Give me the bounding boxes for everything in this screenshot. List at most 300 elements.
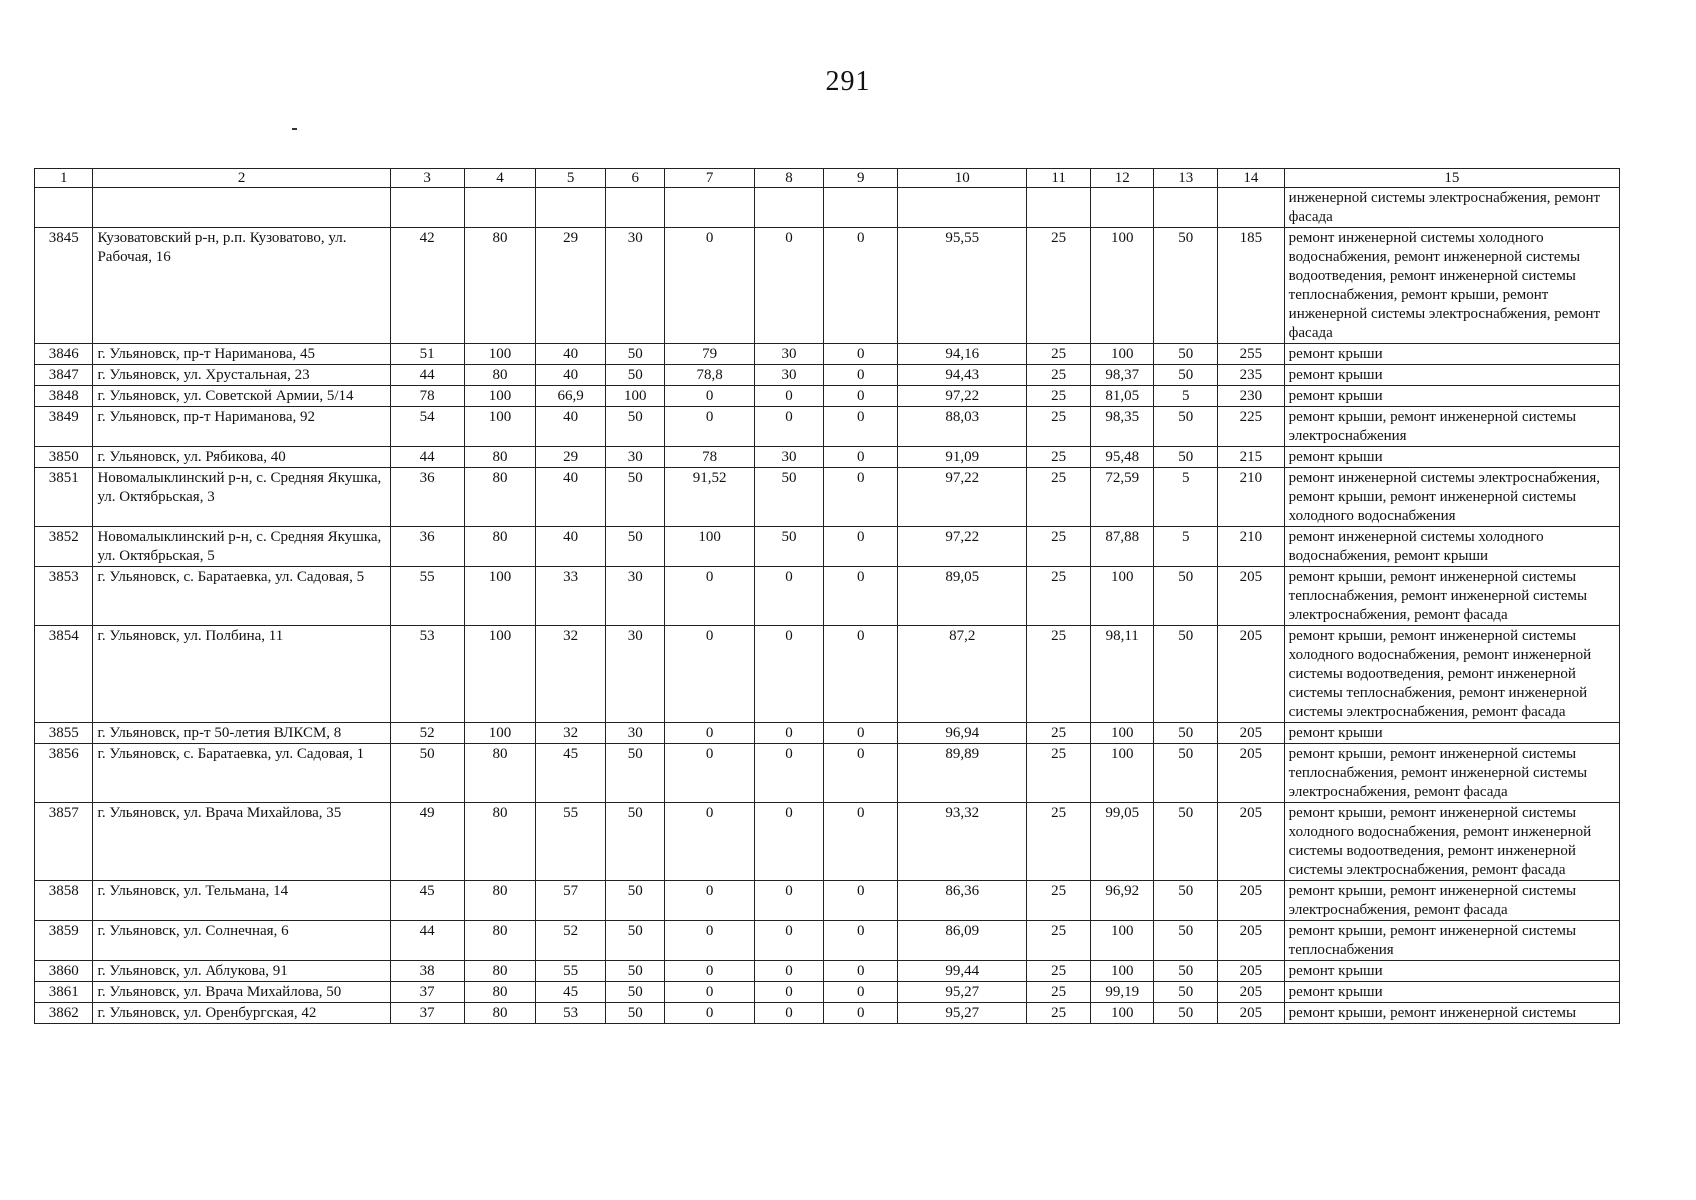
cell-col-9: 0 [824,982,898,1003]
cell-description: инженерной системы электроснабжения, ремонт фасада [1284,188,1619,228]
cell-col-11 [1027,188,1091,228]
cell-col-13: 5 [1154,386,1218,407]
cell-col-9: 0 [824,723,898,744]
cell-col-3: 38 [390,961,464,982]
header-col-14: 14 [1218,169,1285,188]
cell-col-6: 50 [606,803,665,881]
cell-description: ремонт крыши, ремонт инженерной системы холодного водоснабжения, ремонт инженерной системы водоотведения, ремонт инженерной системы теплоснабжения, ремонт инженерной системы электроснабжения, ремонт фасада [1284,626,1619,723]
cell-col-10: 94,43 [898,365,1027,386]
cell-address: г. Ульяновск, ул. Тельмана, 14 [93,881,390,921]
cell-description: ремонт крыши [1284,982,1619,1003]
cell-description: ремонт крыши [1284,386,1619,407]
cell-col-4: 80 [464,803,536,881]
cell-col-10: 97,22 [898,527,1027,567]
cell-col-4: 100 [464,626,536,723]
cell-col-5: 45 [536,982,606,1003]
cell-address: г. Ульяновск, ул. Советской Армии, 5/14 [93,386,390,407]
cell-col-11: 25 [1027,365,1091,386]
cell-col-13: 50 [1154,803,1218,881]
cell-col-5: 66,9 [536,386,606,407]
cell-col-9: 0 [824,527,898,567]
cell-description: ремонт инженерной системы холодного водоснабжения, ремонт крыши [1284,527,1619,567]
table-row [35,803,1620,881]
cell-address: г. Ульяновск, ул. Хрустальная, 23 [93,365,390,386]
cell-col-4: 80 [464,961,536,982]
header-col-1: 1 [35,169,93,188]
cell-col-12: 96,92 [1090,881,1154,921]
cell-col-11: 25 [1027,982,1091,1003]
cell-col-4: 80 [464,881,536,921]
header-col-13: 13 [1154,169,1218,188]
cell-col-6: 50 [606,881,665,921]
cell-col-8: 0 [754,961,824,982]
cell-col-11: 25 [1027,344,1091,365]
cell-col-6: 50 [606,982,665,1003]
cell-col-14: 230 [1218,386,1285,407]
cell-description: ремонт инженерной системы холодного водоснабжения, ремонт инженерной системы водоотведения, ремонт инженерной системы теплоснабжения, ремонт крыши, ремонт инженерной системы электроснабжения, ремонт фасада [1284,228,1619,344]
cell-col-7: 0 [665,744,754,803]
cell-col-7: 0 [665,921,754,961]
cell-row-number: 3846 [35,344,93,365]
cell-col-14: 205 [1218,723,1285,744]
cell-description: ремонт крыши, ремонт инженерной системы теплоснабжения, ремонт инженерной системы электроснабжения, ремонт фасада [1284,567,1619,626]
cell-col-9: 0 [824,386,898,407]
cell-description: ремонт крыши [1284,961,1619,982]
cell-col-13: 50 [1154,344,1218,365]
cell-col-8: 50 [754,527,824,567]
cell-col-3: 49 [390,803,464,881]
cell-col-8: 0 [754,626,824,723]
cell-col-12: 98,37 [1090,365,1154,386]
cell-col-12 [1090,188,1154,228]
cell-description: ремонт инженерной системы электроснабжения, ремонт крыши, ремонт инженерной системы холодного водоснабжения [1284,468,1619,527]
cell-col-5: 29 [536,447,606,468]
cell-col-13: 50 [1154,407,1218,447]
cell-address: Новомалыклинский р-н, с. Средняя Якушка, ул. Октябрьская, 5 [93,527,390,567]
cell-col-6: 30 [606,626,665,723]
cell-col-13: 50 [1154,228,1218,344]
cell-col-1 [35,188,93,228]
cell-col-10: 88,03 [898,407,1027,447]
cell-row-number: 3854 [35,626,93,723]
cell-col-3: 36 [390,527,464,567]
header-col-6: 6 [606,169,665,188]
table-row [35,468,1620,527]
cell-col-10: 95,55 [898,228,1027,344]
cell-col-9: 0 [824,921,898,961]
cell-col-6: 50 [606,744,665,803]
cell-col-10: 97,22 [898,468,1027,527]
cell-col-10: 89,05 [898,567,1027,626]
table-row [35,1003,1620,1024]
cell-col-12: 100 [1090,344,1154,365]
cell-col-11: 25 [1027,921,1091,961]
cell-col-3: 45 [390,881,464,921]
cell-row-number: 3849 [35,407,93,447]
cell-col-11: 25 [1027,961,1091,982]
cell-col-12: 99,19 [1090,982,1154,1003]
cell-col-9: 0 [824,744,898,803]
cell-col-13: 50 [1154,982,1218,1003]
table-header [35,169,1620,188]
continuation-row [35,188,1620,228]
cell-col-5: 29 [536,228,606,344]
cell-col-14: 255 [1218,344,1285,365]
cell-col-4: 80 [464,982,536,1003]
cell-col-7: 78,8 [665,365,754,386]
cell-row-number: 3852 [35,527,93,567]
cell-col-4 [464,188,536,228]
cell-col-13: 5 [1154,468,1218,527]
cell-col-14 [1218,188,1285,228]
cell-col-5: 55 [536,803,606,881]
scan-mark [292,128,297,130]
cell-address: Кузоватовский р-н, р.п. Кузоватово, ул. Рабочая, 16 [93,228,390,344]
cell-col-6: 50 [606,921,665,961]
cell-col-12: 100 [1090,1003,1154,1024]
cell-description: ремонт крыши [1284,365,1619,386]
cell-col-2 [93,188,390,228]
cell-col-3 [390,188,464,228]
table-row [35,881,1620,921]
cell-row-number: 3859 [35,921,93,961]
cell-col-7: 0 [665,228,754,344]
cell-col-12: 81,05 [1090,386,1154,407]
cell-col-6 [606,188,665,228]
cell-col-8: 0 [754,982,824,1003]
cell-col-12: 100 [1090,744,1154,803]
cell-col-4: 100 [464,567,536,626]
cell-col-7: 0 [665,982,754,1003]
cell-col-5: 52 [536,921,606,961]
cell-col-10: 99,44 [898,961,1027,982]
cell-col-9: 0 [824,228,898,344]
cell-col-6: 50 [606,407,665,447]
cell-col-6: 50 [606,468,665,527]
cell-col-6: 100 [606,386,665,407]
cell-col-6: 50 [606,961,665,982]
cell-col-9: 0 [824,407,898,447]
cell-col-14: 215 [1218,447,1285,468]
cell-col-11: 25 [1027,1003,1091,1024]
cell-col-9: 0 [824,344,898,365]
cell-col-12: 100 [1090,567,1154,626]
cell-col-8: 0 [754,803,824,881]
cell-row-number: 3858 [35,881,93,921]
cell-col-10: 95,27 [898,1003,1027,1024]
cell-col-8: 50 [754,468,824,527]
cell-col-5: 33 [536,567,606,626]
cell-col-10: 95,27 [898,982,1027,1003]
cell-col-12: 100 [1090,723,1154,744]
cell-description: ремонт крыши [1284,344,1619,365]
cell-col-4: 100 [464,407,536,447]
cell-col-6: 30 [606,567,665,626]
cell-col-8: 30 [754,447,824,468]
repair-table [34,168,1620,1024]
cell-col-12: 100 [1090,228,1154,344]
cell-col-8: 0 [754,881,824,921]
cell-description: ремонт крыши, ремонт инженерной системы электроснабжения [1284,407,1619,447]
cell-row-number: 3848 [35,386,93,407]
cell-row-number: 3857 [35,803,93,881]
cell-col-10: 86,36 [898,881,1027,921]
cell-col-13: 50 [1154,447,1218,468]
cell-col-14: 225 [1218,407,1285,447]
cell-col-13: 5 [1154,527,1218,567]
cell-col-5: 40 [536,468,606,527]
cell-row-number: 3861 [35,982,93,1003]
table-row [35,344,1620,365]
cell-col-4: 80 [464,527,536,567]
cell-col-4: 100 [464,723,536,744]
cell-col-3: 52 [390,723,464,744]
cell-col-11: 25 [1027,527,1091,567]
cell-col-4: 80 [464,447,536,468]
cell-description: ремонт крыши [1284,447,1619,468]
cell-col-4: 80 [464,1003,536,1024]
cell-col-11: 25 [1027,228,1091,344]
header-col-2: 2 [93,169,390,188]
table-row [35,228,1620,344]
table-row [35,723,1620,744]
cell-row-number: 3860 [35,961,93,982]
cell-col-7: 0 [665,386,754,407]
table-row [35,744,1620,803]
cell-col-13: 50 [1154,626,1218,723]
table-body [35,188,1620,1024]
cell-row-number: 3850 [35,447,93,468]
cell-col-13: 50 [1154,723,1218,744]
cell-col-7: 0 [665,1003,754,1024]
cell-col-6: 50 [606,1003,665,1024]
cell-col-14: 205 [1218,626,1285,723]
table-row [35,386,1620,407]
cell-col-6: 50 [606,527,665,567]
cell-col-10: 94,16 [898,344,1027,365]
cell-col-4: 80 [464,365,536,386]
table-row [35,567,1620,626]
table-row [35,961,1620,982]
cell-row-number: 3845 [35,228,93,344]
cell-col-14: 205 [1218,567,1285,626]
cell-address: г. Ульяновск, ул. Солнечная, 6 [93,921,390,961]
cell-description: ремонт крыши, ремонт инженерной системы [1284,1003,1619,1024]
cell-col-10: 97,22 [898,386,1027,407]
cell-row-number: 3862 [35,1003,93,1024]
cell-col-7: 0 [665,881,754,921]
cell-col-14: 235 [1218,365,1285,386]
cell-col-3: 44 [390,365,464,386]
cell-col-8: 0 [754,723,824,744]
cell-col-14: 205 [1218,803,1285,881]
cell-col-13: 50 [1154,1003,1218,1024]
header-col-9: 9 [824,169,898,188]
cell-col-6: 30 [606,228,665,344]
cell-col-7: 91,52 [665,468,754,527]
cell-description: ремонт крыши, ремонт инженерной системы электроснабжения, ремонт фасада [1284,881,1619,921]
cell-col-9 [824,188,898,228]
cell-col-11: 25 [1027,407,1091,447]
cell-col-14: 205 [1218,881,1285,921]
cell-col-14: 185 [1218,228,1285,344]
table-row [35,447,1620,468]
cell-address: г. Ульяновск, с. Баратаевка, ул. Садовая, 1 [93,744,390,803]
table-row [35,921,1620,961]
cell-col-12: 100 [1090,961,1154,982]
header-col-12: 12 [1090,169,1154,188]
cell-col-5: 40 [536,365,606,386]
table-row [35,365,1620,386]
cell-col-4: 100 [464,386,536,407]
cell-col-3: 78 [390,386,464,407]
header-col-4: 4 [464,169,536,188]
cell-description: ремонт крыши [1284,723,1619,744]
cell-col-5: 55 [536,961,606,982]
cell-col-14: 210 [1218,468,1285,527]
cell-col-14: 205 [1218,744,1285,803]
cell-address: г. Ульяновск, ул. Врача Михайлова, 50 [93,982,390,1003]
cell-address: г. Ульяновск, ул. Оренбургская, 42 [93,1003,390,1024]
cell-col-11: 25 [1027,626,1091,723]
cell-col-3: 37 [390,982,464,1003]
cell-address: г. Ульяновск, пр-т Нариманова, 45 [93,344,390,365]
cell-col-14: 205 [1218,921,1285,961]
page-number: 291 [825,66,871,97]
cell-col-7: 100 [665,527,754,567]
cell-col-10: 87,2 [898,626,1027,723]
cell-col-9: 0 [824,468,898,527]
repair-table-container [34,168,1620,1024]
cell-col-11: 25 [1027,386,1091,407]
cell-col-8: 0 [754,1003,824,1024]
cell-col-5: 32 [536,723,606,744]
cell-col-8 [754,188,824,228]
cell-col-3: 54 [390,407,464,447]
cell-col-8: 0 [754,407,824,447]
cell-col-7: 0 [665,961,754,982]
cell-col-6: 50 [606,344,665,365]
cell-col-13: 50 [1154,881,1218,921]
table-row [35,982,1620,1003]
cell-address: г. Ульяновск, пр-т 50-летия ВЛКСМ, 8 [93,723,390,744]
cell-row-number: 3853 [35,567,93,626]
cell-col-11: 25 [1027,468,1091,527]
cell-col-3: 55 [390,567,464,626]
cell-col-5: 57 [536,881,606,921]
header-col-7: 7 [665,169,754,188]
cell-col-4: 80 [464,468,536,527]
cell-col-8: 0 [754,921,824,961]
cell-address: г. Ульяновск, с. Баратаевка, ул. Садовая, 5 [93,567,390,626]
cell-col-4: 80 [464,744,536,803]
cell-address: г. Ульяновск, ул. Полбина, 11 [93,626,390,723]
table-row [35,626,1620,723]
cell-col-5: 32 [536,626,606,723]
cell-col-8: 0 [754,228,824,344]
cell-col-12: 100 [1090,921,1154,961]
cell-col-3: 53 [390,626,464,723]
cell-col-8: 0 [754,567,824,626]
cell-col-11: 25 [1027,447,1091,468]
cell-col-4: 100 [464,344,536,365]
cell-col-8: 30 [754,344,824,365]
cell-row-number: 3856 [35,744,93,803]
cell-col-7: 0 [665,723,754,744]
cell-col-13: 50 [1154,961,1218,982]
cell-col-13: 50 [1154,365,1218,386]
cell-col-5 [536,188,606,228]
cell-col-7: 0 [665,626,754,723]
cell-col-5: 40 [536,407,606,447]
cell-address: г. Ульяновск, ул. Врача Михайлова, 35 [93,803,390,881]
cell-col-3: 44 [390,447,464,468]
cell-col-7: 0 [665,803,754,881]
header-row [35,169,1620,188]
table-row [35,407,1620,447]
cell-col-7: 0 [665,407,754,447]
cell-col-14: 205 [1218,982,1285,1003]
cell-col-14: 210 [1218,527,1285,567]
cell-address: г. Ульяновск, пр-т Нариманова, 92 [93,407,390,447]
cell-col-10: 93,32 [898,803,1027,881]
cell-col-5: 45 [536,744,606,803]
cell-col-4: 80 [464,228,536,344]
table-row [35,527,1620,567]
cell-col-10: 89,89 [898,744,1027,803]
cell-col-11: 25 [1027,723,1091,744]
cell-col-3: 51 [390,344,464,365]
cell-description: ремонт крыши, ремонт инженерной системы холодного водоснабжения, ремонт инженерной системы водоотведения, ремонт инженерной системы электроснабжения, ремонт фасада [1284,803,1619,881]
header-col-15: 15 [1284,169,1619,188]
cell-col-12: 98,11 [1090,626,1154,723]
cell-col-13: 50 [1154,921,1218,961]
cell-col-10: 86,09 [898,921,1027,961]
cell-col-3: 42 [390,228,464,344]
cell-col-9: 0 [824,365,898,386]
cell-col-11: 25 [1027,567,1091,626]
cell-address: г. Ульяновск, ул. Рябикова, 40 [93,447,390,468]
cell-col-9: 0 [824,1003,898,1024]
cell-col-11: 25 [1027,881,1091,921]
header-col-11: 11 [1027,169,1091,188]
cell-col-8: 30 [754,365,824,386]
cell-col-8: 0 [754,386,824,407]
header-col-8: 8 [754,169,824,188]
cell-col-9: 0 [824,567,898,626]
cell-row-number: 3851 [35,468,93,527]
cell-col-8: 0 [754,744,824,803]
cell-col-6: 30 [606,723,665,744]
header-col-5: 5 [536,169,606,188]
cell-col-5: 40 [536,344,606,365]
cell-col-9: 0 [824,803,898,881]
cell-row-number: 3855 [35,723,93,744]
cell-col-7: 79 [665,344,754,365]
cell-col-7: 78 [665,447,754,468]
cell-col-14: 205 [1218,961,1285,982]
cell-col-4: 80 [464,921,536,961]
cell-col-9: 0 [824,626,898,723]
cell-address: Новомалыклинский р-н, с. Средняя Якушка, ул. Октябрьская, 3 [93,468,390,527]
cell-col-12: 98,35 [1090,407,1154,447]
cell-col-7: 0 [665,567,754,626]
cell-col-13: 50 [1154,744,1218,803]
cell-address: г. Ульяновск, ул. Аблукова, 91 [93,961,390,982]
cell-col-12: 87,88 [1090,527,1154,567]
cell-col-9: 0 [824,961,898,982]
cell-col-11: 25 [1027,803,1091,881]
